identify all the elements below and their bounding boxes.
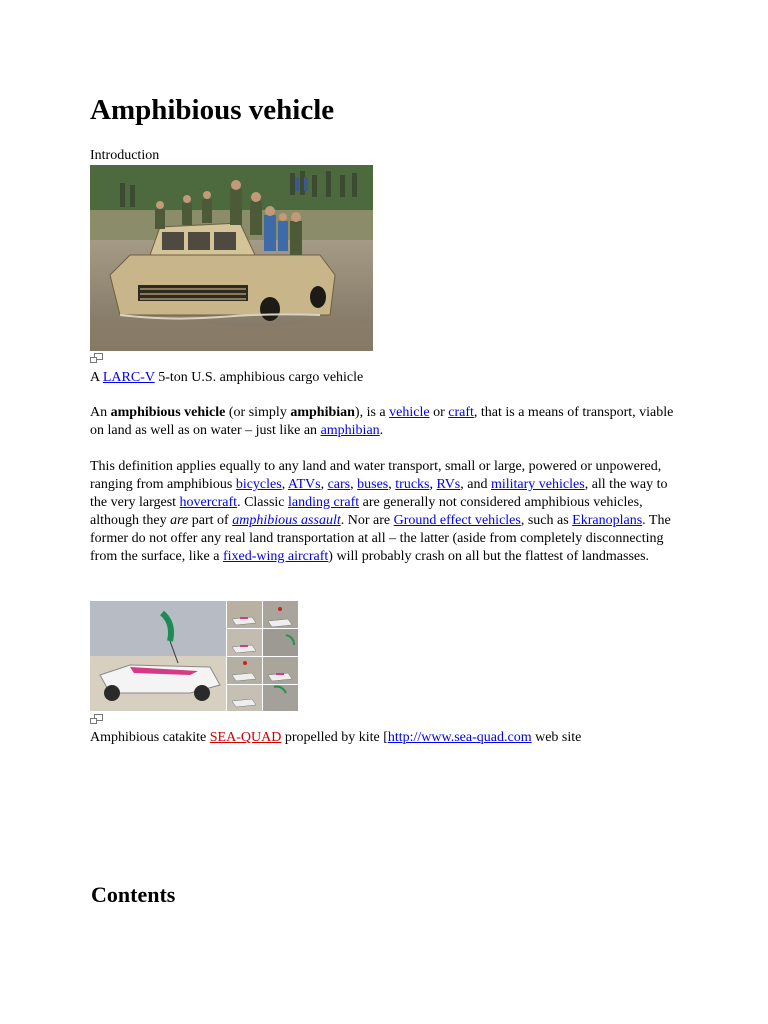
text: , all the way to the very largest (90, 477, 668, 510)
text: . (379, 423, 384, 438)
link-amphibious-assault[interactable]: amphibious assault (232, 513, 341, 528)
text: , that is a means of transport, viable on land as well as on water – just like an (90, 405, 674, 438)
link-larc-v[interactable]: LARC-V (102, 370, 155, 385)
larc-v-photo[interactable] (90, 165, 373, 351)
sea-quad-image (90, 601, 298, 711)
link-sea-quad-website[interactable]: http://www.sea-quad.com (387, 730, 532, 745)
link-craft[interactable]: craft (448, 405, 474, 420)
bold-term-amphibious-vehicle: amphibious vehicle (110, 405, 226, 420)
text: part of (188, 513, 233, 528)
link-landing-craft[interactable]: landing craft (288, 495, 360, 510)
section-label-introduction: Introduction (90, 148, 160, 163)
text: or (429, 405, 449, 420)
page-title: Amphibious vehicle (90, 94, 335, 126)
text: ), is a (354, 405, 390, 420)
link-cars[interactable]: cars (327, 477, 351, 492)
text: , such as (520, 513, 573, 528)
text: , (350, 477, 358, 492)
text: are generally not considered amphibious vehicles, although they (90, 495, 643, 528)
link-ekranoplans[interactable]: Ekranoplans (572, 513, 643, 528)
text: , and (460, 477, 491, 492)
text: ) will probably crash on all but the flattest of landmasses. (328, 549, 650, 564)
link-fixed-wing-aircraft[interactable]: fixed-wing aircraft (222, 549, 329, 564)
caption-text: 5-ton U.S. amphibious cargo vehicle (154, 370, 364, 385)
definition-paragraph (90, 404, 682, 440)
magnify-clip-icon[interactable] (90, 350, 103, 360)
link-rvs[interactable]: RVs (436, 477, 461, 492)
bold-term-amphibian: amphibian (290, 405, 355, 420)
text: , (388, 477, 396, 492)
text: An (90, 405, 111, 420)
link-sea-quad[interactable]: SEA-QUAD (209, 730, 282, 745)
text: This definition applies equally to any land and water transport, small or large, powered or unpowered, ranging from amphibious (90, 459, 662, 492)
contents-heading: Contents (91, 882, 176, 907)
sea-quad-photo[interactable] (90, 601, 298, 711)
text: , (320, 477, 328, 492)
magnify-clip-icon[interactable] (90, 711, 103, 721)
link-ground-effect-vehicles[interactable]: Ground effect vehicles (393, 513, 521, 528)
text: (or simply (225, 405, 291, 420)
text: , (281, 477, 288, 492)
figure2-caption (90, 730, 581, 746)
text: . Nor are (340, 513, 394, 528)
larc-v-image (90, 165, 373, 351)
link-military-vehicles[interactable]: military vehicles (490, 477, 585, 492)
link-buses[interactable]: buses (357, 477, 389, 492)
text: . Classic (237, 495, 289, 510)
link-amphibian[interactable]: amphibian (320, 423, 380, 438)
text: , (429, 477, 437, 492)
caption-text: propelled by kite [ (281, 730, 388, 745)
link-vehicle[interactable]: vehicle (389, 405, 430, 420)
figure1-caption (90, 370, 363, 386)
caption-text: A (90, 370, 103, 385)
link-hovercraft[interactable]: hovercraft (179, 495, 238, 510)
caption-text: Amphibious catakite (90, 730, 210, 745)
link-trucks[interactable]: trucks (395, 477, 430, 492)
emphasis-are: are (170, 513, 189, 528)
link-bicycles[interactable]: bicycles (235, 477, 282, 492)
text: . The former do not offer any real land transportation at all – the latter (aside from completely disconnecting from the surface, like a (90, 513, 671, 564)
caption-text: web site (531, 730, 582, 745)
scope-paragraph (90, 458, 682, 566)
link-atvs[interactable]: ATVs (287, 477, 321, 492)
